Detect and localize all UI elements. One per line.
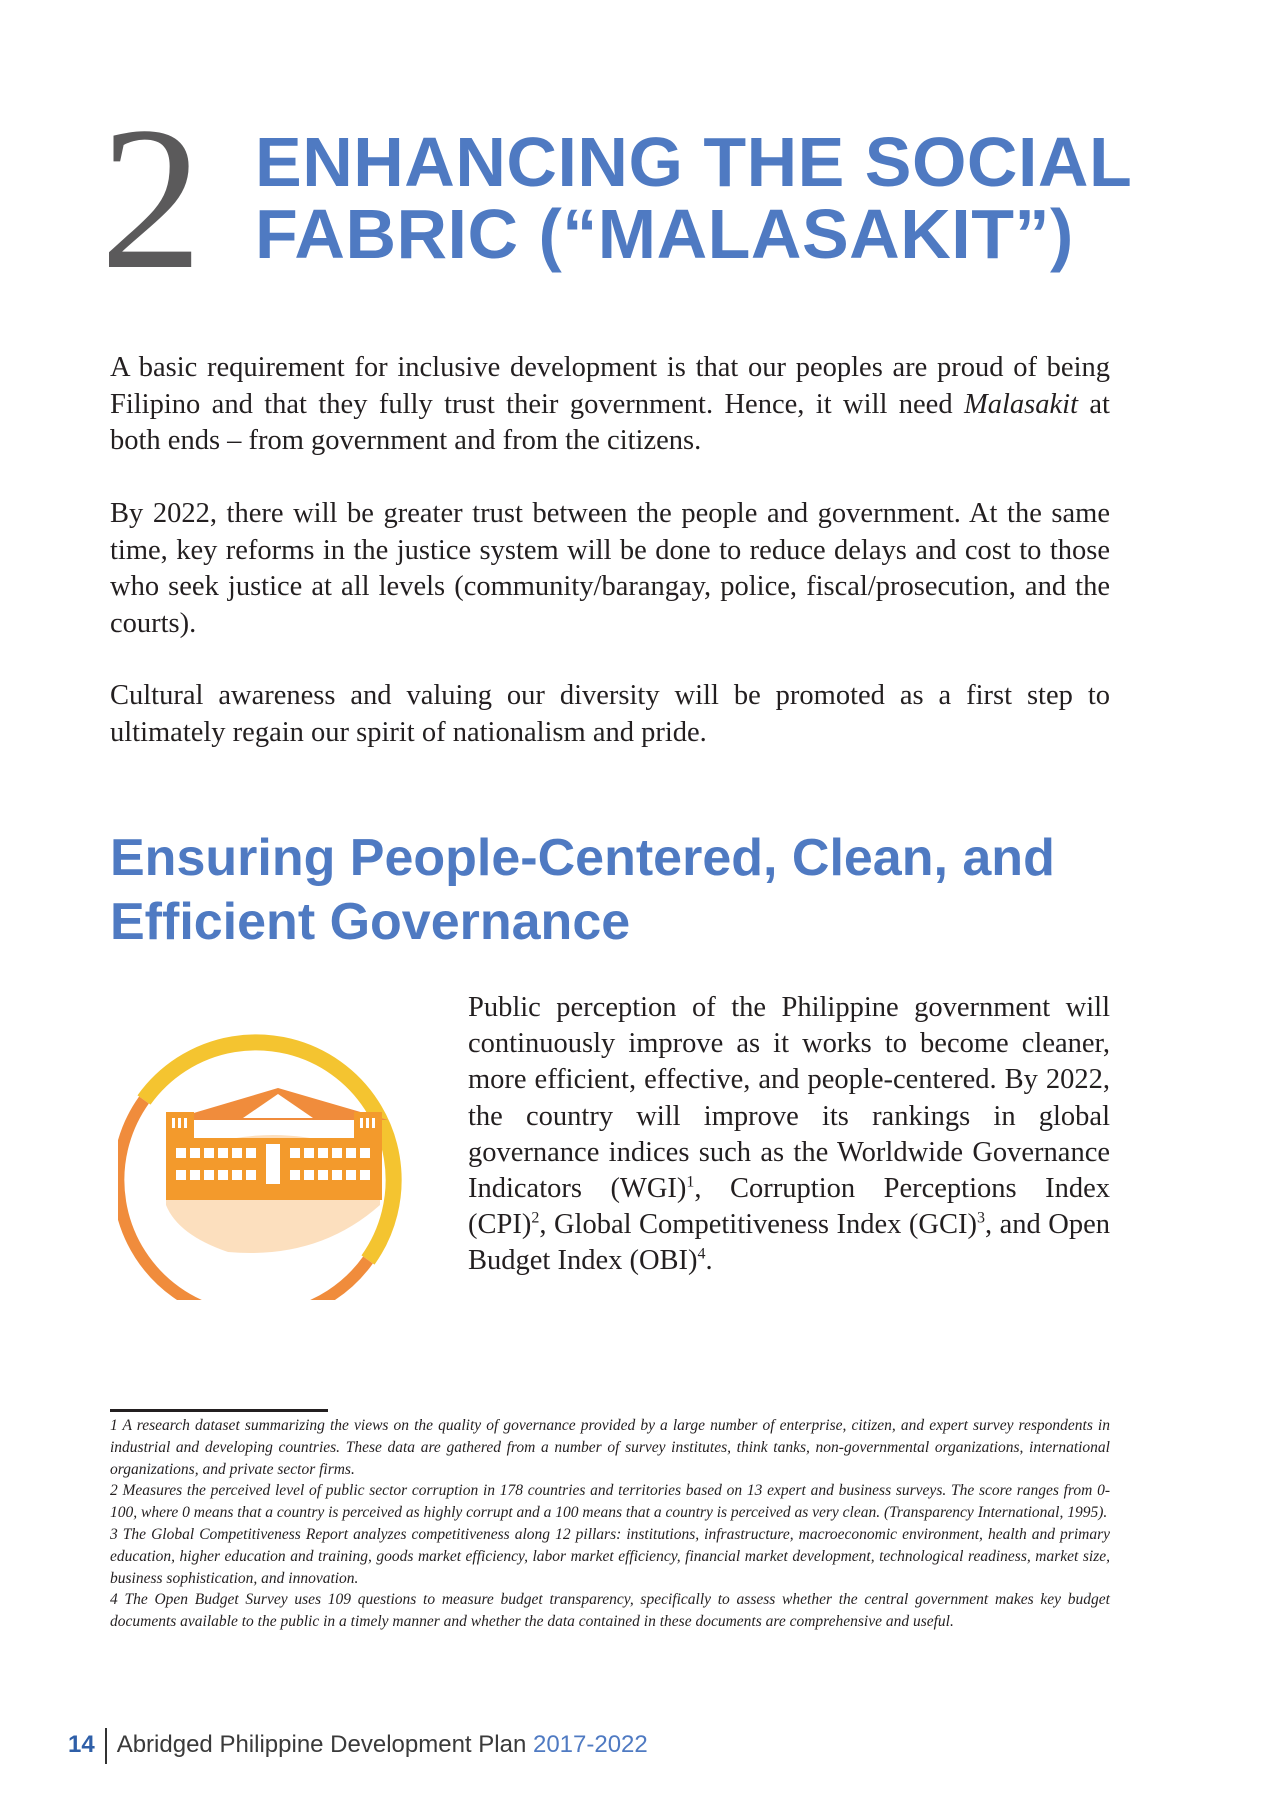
- intro-paragraph-1: [110, 350, 1110, 460]
- chapter-title-line1: ENHANCING THE SOCIAL: [255, 123, 1133, 201]
- footnote-ref-4: 4: [697, 1245, 706, 1263]
- intro-paragraph-2: By 2022, there will be greater trust between the people and government. At the same time, key reforms in the justice system will be done to reduce delays and cost to those who seek justice at all levels (community/barangay, police, fiscal/prosecution, and the courts).: [110, 498, 1110, 639]
- governance-paragraph: [468, 990, 1110, 1280]
- governance-text-2: , Corruption Perceptions Index (CPI): [468, 1173, 1110, 1241]
- intro-paragraph-3: Cultural awareness and valuing our diversity will be promoted as a first step to ultimately regain our spirit of nationalism and pride.: [110, 680, 1110, 748]
- plan-years: 2017-2022: [532, 1731, 648, 1758]
- section-title-line1: Ensuring People-Centered, Clean, and: [110, 829, 1055, 887]
- governance-text-3: , Global Competitiveness Index (GCI): [539, 1209, 977, 1241]
- section-title-line2: Efficient Governance: [110, 893, 631, 951]
- page-footer: [68, 1725, 648, 1765]
- footnotes: [110, 1415, 1110, 1633]
- governance-text-1: Public perception of the Philippine government will continuously improve as it works to become cleaner, more efficient, effective, and people-centered. By 2022, the country will improve its rankings in global governance indices such as the Worldwide Governance Indicators (WGI): [468, 992, 1110, 1205]
- footer-separator: [105, 1728, 107, 1764]
- footnote-ref-3: 3: [976, 1209, 985, 1227]
- footnote-1: 1 A research dataset summarizing the views on the quality of governance provided by a large number of enterprise, citizen, and expert survey respondents in industrial and developing countries. These data are gathered from a number of survey institutes, think tanks, non-governmental organizations, international organizations, and private sector firms.: [110, 1417, 1110, 1478]
- footnote-divider: [110, 1409, 328, 1412]
- government-building-icon: [118, 990, 428, 1300]
- intro-p1-text-end: at both ends – from government and from the citizens.: [110, 388, 1110, 456]
- chapter-title-line2: FABRIC (“MALASAKIT”): [255, 195, 1074, 273]
- footnote-ref-2: 2: [531, 1209, 540, 1227]
- footnote-ref-1: 1: [686, 1173, 695, 1191]
- plan-name: Abridged Philippine Development Plan: [116, 1731, 527, 1758]
- governance-text-5: .: [705, 1245, 713, 1277]
- chapter-number: 2: [100, 85, 203, 312]
- page-number: 14: [68, 1731, 95, 1758]
- intro-p1-text: A basic requirement for inclusive development is that our peoples are proud of being Filipino and that they fully trust their government. Hence, it will need: [110, 352, 1110, 420]
- section-title: [110, 826, 1110, 954]
- governance-text-4: , and Open Budget Index (OBI): [468, 1209, 1110, 1277]
- footnote-2: 2 Measures the perceived level of public sector corruption in 178 countries and territories based on 13 expert and business surveys. The score ranges from 0-100, where 0 means that a country is perceived as highly corrupt and a 100 means that a country is perceived as very clean. (Transparency International, 1995).: [110, 1482, 1110, 1522]
- footnote-4: 4 The Open Budget Survey uses 109 questions to measure budget transparency, specifically to assess whether the central government makes key budget documents available to the public in a timely manner and whether the data contained in these documents are comprehensive and useful.: [110, 1591, 1110, 1631]
- footnote-3: 3 The Global Competitiveness Report analyzes competitiveness along 12 pillars: institutions, infrastructure, macroeconomic environment, health and primary education, higher education and training, goods market efficiency, labor market efficiency, financial market development, technological readiness, market size, business sophistication, and innovation.: [110, 1525, 1110, 1587]
- chapter-title: [255, 123, 1155, 273]
- malasakit-term: Malasakit: [964, 388, 1078, 420]
